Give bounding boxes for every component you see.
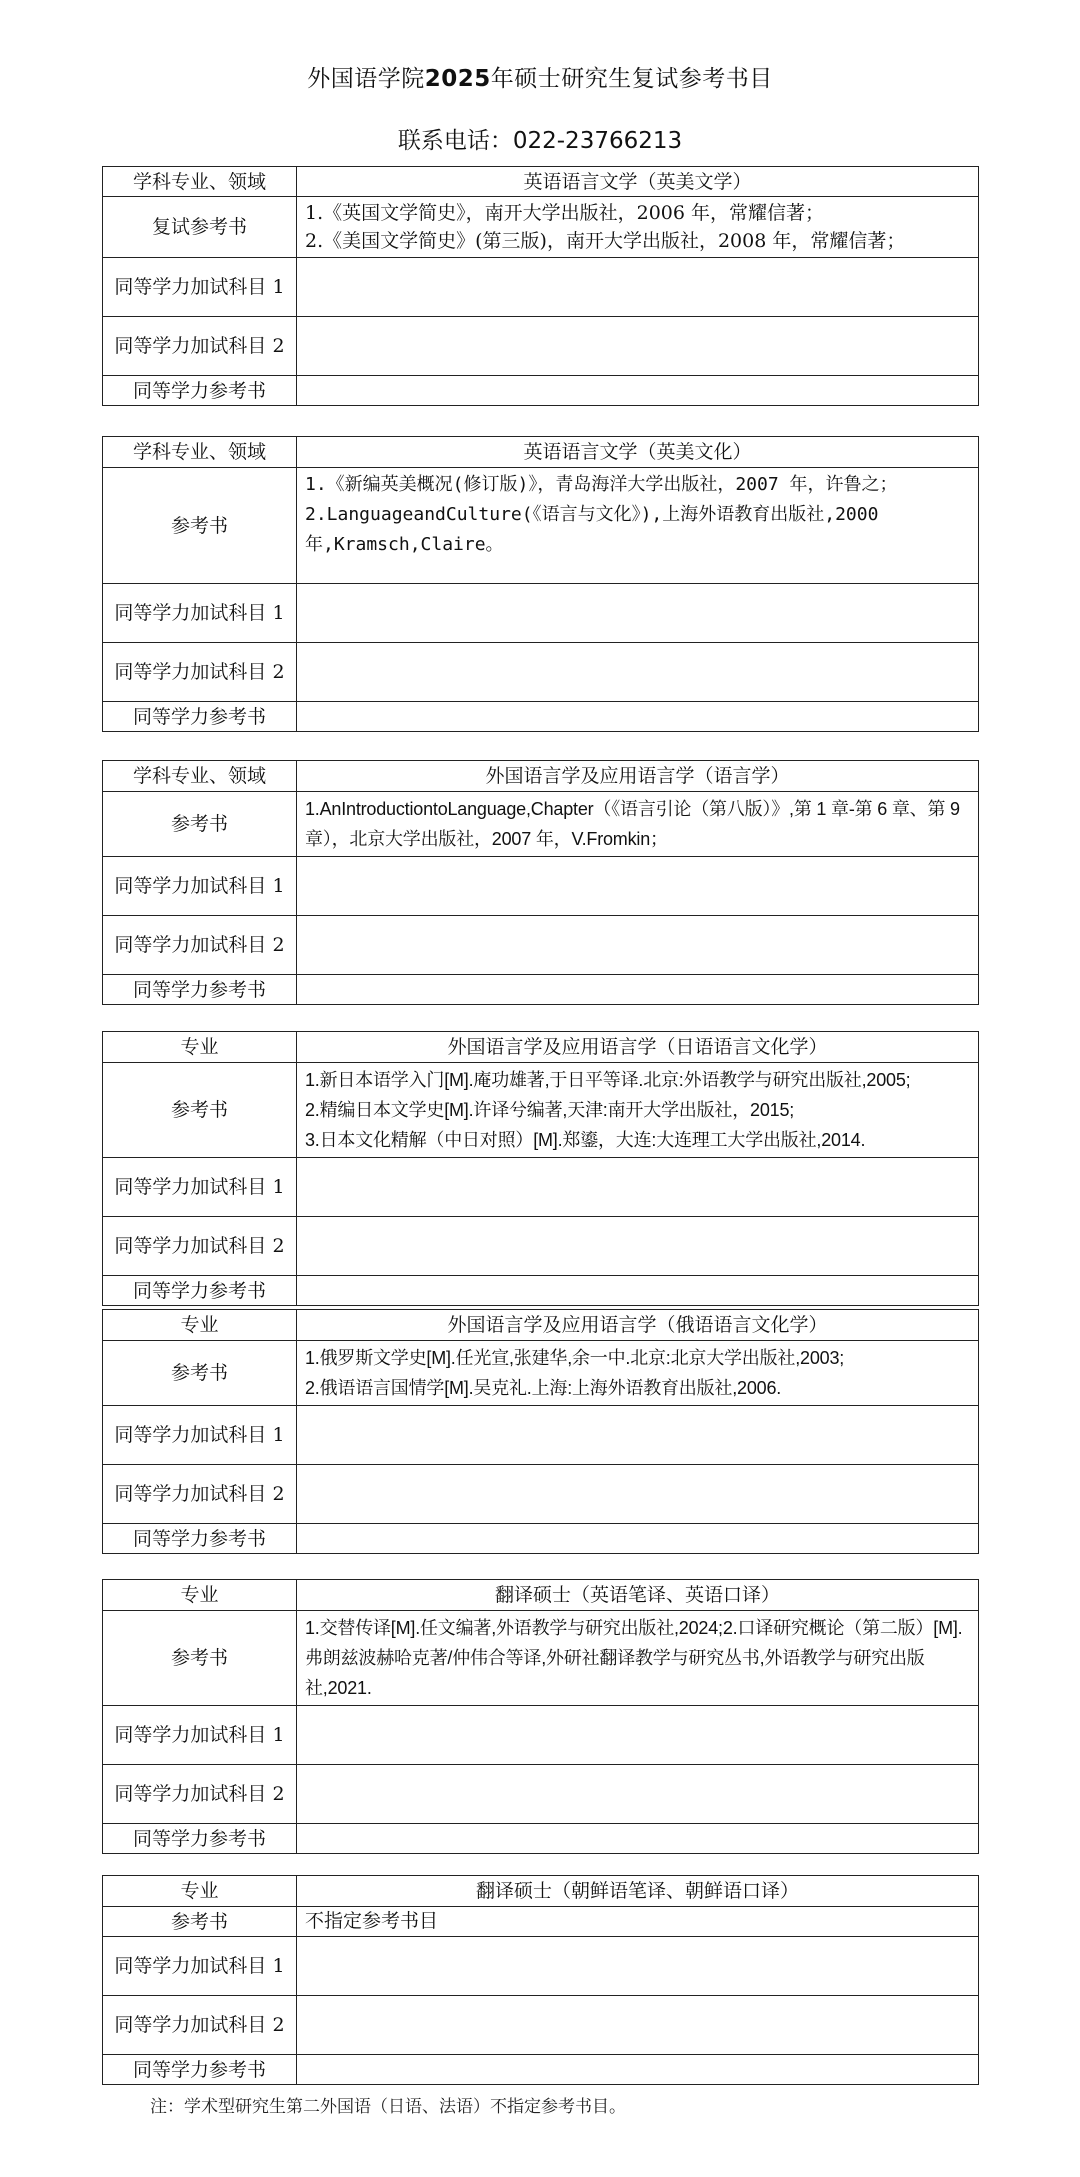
extra-exam-1-label: 同等学力加试科目 1 <box>103 1937 297 1996</box>
section-header-value: 英语语言文学（英美文化） <box>297 437 979 468</box>
extra-exam-1-label: 同等学力加试科目 1 <box>103 584 297 643</box>
reference-books-label: 参考书 <box>103 1341 297 1406</box>
section-table-english-literature <box>102 166 979 406</box>
section-header-value: 翻译硕士（朝鲜语笔译、朝鲜语口译） <box>297 1876 979 1907</box>
title-year: 2025 <box>424 66 491 92</box>
reference-books-content <box>297 468 979 584</box>
reference-books-label: 参考书 <box>103 468 297 584</box>
reference-book-line: 1.新日本语学入门[M].庵功雄著,于日平等译.北京:外语教学与研究出版社,2005; <box>305 1070 911 1090</box>
extra-exam-1-value <box>297 584 979 643</box>
reference-book-line: 2.LanguageandCulture(《语言与文化》),上海外语教育出版社,2000 年,Kramsch,Claire。 <box>305 504 879 555</box>
extra-exam-1-label: 同等学力加试科目 1 <box>103 1406 297 1465</box>
extra-reference-label: 同等学力参考书 <box>103 702 297 732</box>
section-table-linguistics <box>102 760 979 1005</box>
reference-books-label: 参考书 <box>103 792 297 857</box>
section-table-russian <box>102 1309 979 1554</box>
reference-books-label: 参考书 <box>103 1907 297 1937</box>
reference-book-line: 1.《英国文学简史》，南开大学出版社，2006 年，常耀信著； <box>305 202 825 224</box>
reference-book-line: 2.俄语语言国情学[M].吴克礼.上海:上海外语教育出版社,2006. <box>305 1378 782 1398</box>
reference-books-content <box>297 792 979 857</box>
section-table-english-culture <box>102 436 979 732</box>
extra-exam-1-value <box>297 857 979 916</box>
extra-reference-label: 同等学力参考书 <box>103 1276 297 1306</box>
section-header-value: 翻译硕士（英语笔译、英语口译） <box>297 1580 979 1611</box>
extra-reference-label: 同等学力参考书 <box>103 2055 297 2085</box>
extra-exam-2-value <box>297 1765 979 1824</box>
extra-exam-2-label: 同等学力加试科目 2 <box>103 1765 297 1824</box>
extra-exam-2-label: 同等学力加试科目 2 <box>103 1217 297 1276</box>
extra-exam-1-value <box>297 258 979 317</box>
extra-exam-2-label: 同等学力加试科目 2 <box>103 916 297 975</box>
contact-phone: 022-23766213 <box>512 128 683 154</box>
title-suffix: 年硕士研究生复试参考书目 <box>490 66 773 92</box>
footnote: 注：学术型研究生第二外国语（日语、法语）不指定参考书目。 <box>150 2097 626 2117</box>
section-header-label: 专业 <box>103 1580 297 1611</box>
section-header-value: 外国语言学及应用语言学（日语语言文化学） <box>297 1032 979 1063</box>
section-header-label: 学科专业、领域 <box>103 761 297 792</box>
extra-reference-label: 同等学力参考书 <box>103 975 297 1005</box>
extra-reference-value <box>297 1276 979 1306</box>
reference-books-content <box>297 1341 979 1406</box>
reference-books-content <box>297 1907 979 1937</box>
section-header-label: 专业 <box>103 1032 297 1063</box>
extra-exam-2-value <box>297 1217 979 1276</box>
section-header-label: 专业 <box>103 1310 297 1341</box>
reference-book-line: 1.俄罗斯文学史[M].任光宣,张建华,余一中.北京:北京大学出版社,2003; <box>305 1348 845 1368</box>
reference-books-content <box>297 1611 979 1706</box>
extra-exam-2-label: 同等学力加试科目 2 <box>103 1465 297 1524</box>
extra-exam-1-label: 同等学力加试科目 1 <box>103 857 297 916</box>
extra-reference-value <box>297 2055 979 2085</box>
extra-exam-2-label: 同等学力加试科目 2 <box>103 643 297 702</box>
extra-exam-1-value <box>297 1937 979 1996</box>
section-header-label: 专业 <box>103 1876 297 1907</box>
extra-exam-1-value <box>297 1406 979 1465</box>
reference-book-line: 3.日本文化精解（中日对照）[M].郑鎏，大连:大连理工大学出版社,2014. <box>305 1130 866 1150</box>
section-table-english-translation <box>102 1579 979 1854</box>
title-prefix: 外国语学院 <box>307 66 425 92</box>
section-table-japanese <box>102 1031 979 1306</box>
section-header-value: 外国语言学及应用语言学（俄语语言文化学） <box>297 1310 979 1341</box>
page-title <box>0 60 1080 93</box>
section-header-value: 英语语言文学（英美文学） <box>297 167 979 197</box>
extra-reference-value <box>297 1524 979 1554</box>
reference-book-line: 1.《新编英美概况(修订版)》，青岛海洋大学出版社，2007 年，许鲁之； <box>305 474 898 495</box>
extra-exam-2-value <box>297 317 979 376</box>
section-header-label: 学科专业、领域 <box>103 437 297 468</box>
extra-reference-value <box>297 1824 979 1854</box>
extra-exam-1-value <box>297 1158 979 1217</box>
reference-books-label: 复试参考书 <box>103 197 297 258</box>
extra-reference-label: 同等学力参考书 <box>103 376 297 406</box>
extra-exam-1-value <box>297 1706 979 1765</box>
reference-book-line: 不指定参考书目 <box>305 1910 439 1932</box>
reference-books-label: 参考书 <box>103 1063 297 1158</box>
extra-exam-2-value <box>297 916 979 975</box>
contact-line <box>0 122 1080 155</box>
extra-reference-value <box>297 376 979 406</box>
section-header-value: 外国语言学及应用语言学（语言学） <box>297 761 979 792</box>
reference-book-line: 1.交替传译[M].任文编著,外语教学与研究出版社,2024;2.口译研究概论（第二版）[M].弗朗兹波赫哈克著/仲伟合等译,外研社翻译教学与研究丛书,外语教学与研究出版社,2021. <box>305 1618 963 1698</box>
reference-books-content <box>297 1063 979 1158</box>
contact-label: 联系电话： <box>397 128 513 154</box>
extra-exam-2-label: 同等学力加试科目 2 <box>103 317 297 376</box>
reference-books-label: 参考书 <box>103 1611 297 1706</box>
extra-exam-2-value <box>297 643 979 702</box>
reference-book-line: 1.AnIntroductiontoLanguage,Chapter（《语言引论（第八版）》,第 1 章-第 6 章、第 9 章），北京大学出版社，2007 年，V.Fromkin； <box>305 799 960 849</box>
extra-reference-value <box>297 702 979 732</box>
extra-exam-2-label: 同等学力加试科目 2 <box>103 1996 297 2055</box>
extra-exam-1-label: 同等学力加试科目 1 <box>103 258 297 317</box>
extra-exam-1-label: 同等学力加试科目 1 <box>103 1706 297 1765</box>
extra-exam-2-value <box>297 1465 979 1524</box>
extra-reference-value <box>297 975 979 1005</box>
extra-exam-2-value <box>297 1996 979 2055</box>
extra-reference-label: 同等学力参考书 <box>103 1824 297 1854</box>
extra-reference-label: 同等学力参考书 <box>103 1524 297 1554</box>
section-header-label: 学科专业、领域 <box>103 167 297 197</box>
reference-books-content <box>297 197 979 258</box>
section-table-korean-translation <box>102 1875 979 2085</box>
reference-book-line: 2.精编日本文学史[M].许译兮编著,天津:南开大学出版社，2015; <box>305 1100 795 1120</box>
reference-book-line: 2.《美国文学简史》(第三版)，南开大学出版社，2008 年，常耀信著； <box>305 230 906 252</box>
extra-exam-1-label: 同等学力加试科目 1 <box>103 1158 297 1217</box>
